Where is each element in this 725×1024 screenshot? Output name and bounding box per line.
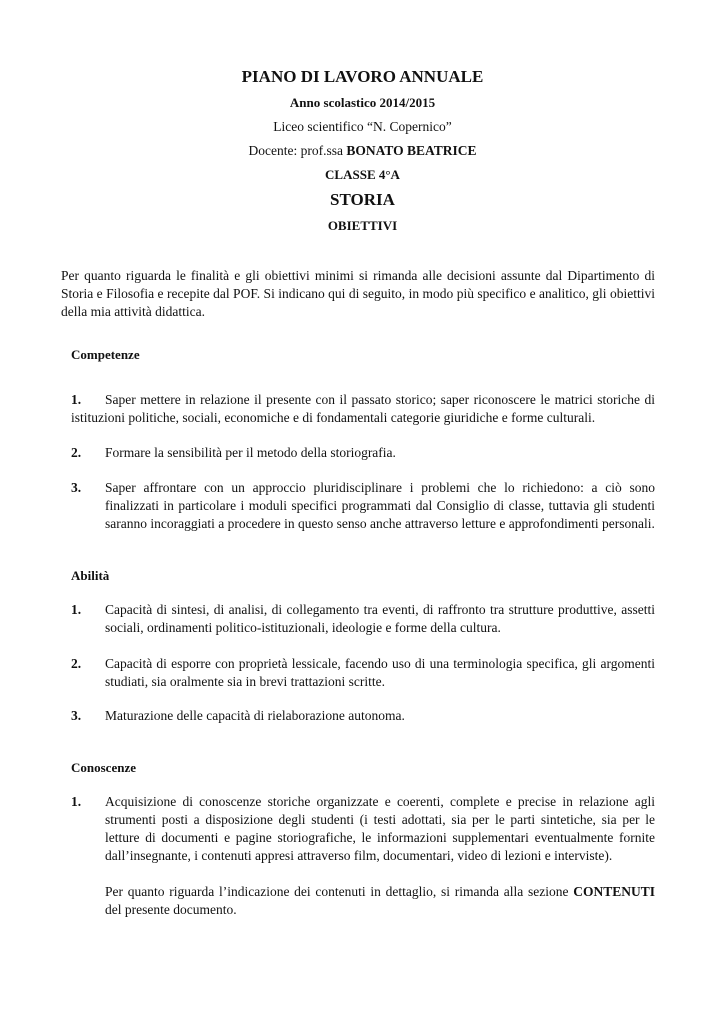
- abilita-item-1: [71, 601, 655, 637]
- item-number: 1.: [71, 392, 82, 407]
- item-number: 3.: [71, 708, 82, 723]
- contents-reference-note: [105, 883, 655, 919]
- teacher-prefix: Docente: prof.ssa: [248, 143, 347, 158]
- item-number: 1.: [71, 794, 82, 809]
- item-number: 1.: [71, 602, 82, 617]
- school-year: Anno scolastico 2014/2015: [289, 95, 436, 110]
- item-number: 2.: [71, 445, 82, 460]
- intro-paragraph: Per quanto riguarda le finalità e gli obiettivi minimi si rimanda alle decisioni assunte dal Dipartimento di Storia e Filosofia e recepite dal POF. Si indicano qui di seguito, in modo più specifico e analitico, gli obiettivi della mia attività didattica.: [61, 268, 655, 319]
- item-number: 2.: [71, 656, 82, 671]
- subject-title: STORIA: [330, 190, 395, 209]
- item-text: Formare la sensibilità per il metodo della storiografia.: [105, 445, 396, 460]
- section-title-abilita: Abilità: [71, 568, 110, 583]
- competenze-item-2: [71, 444, 655, 462]
- item-text: Saper mettere in relazione il presente con il passato storico; saper riconoscere le matrici storiche di istituzioni politiche, sociali, economiche e di fondamentali categorie giuridiche e forme culturali.: [71, 392, 655, 425]
- item-text: Capacità di esporre con proprietà lessicale, facendo uso di una terminologia specifica, gli argomenti studiati, sia oralmente sia in brevi trattazioni scritte.: [105, 656, 655, 689]
- note-text-before: Per quanto riguarda l’indicazione dei contenuti in dettaglio, si rimanda alla sezione: [105, 884, 574, 899]
- document-header: [0, 66, 725, 235]
- class-label: CLASSE 4°A: [325, 167, 400, 182]
- competenze-item-3: [71, 479, 655, 533]
- teacher-name: BONATO BEATRICE: [346, 143, 477, 158]
- objectives-heading: OBIETTIVI: [327, 218, 398, 233]
- abilita-item-3: [71, 707, 655, 725]
- section-title-competenze: Competenze: [71, 347, 140, 362]
- item-text: Maturazione delle capacità di rielaborazione autonoma.: [105, 708, 405, 723]
- school-name: Liceo scientifico “N. Copernico”: [273, 119, 452, 134]
- section-title-conoscenze: Conoscenze: [71, 760, 136, 775]
- note-text-after: del presente documento.: [105, 902, 237, 917]
- abilita-item-2: [71, 655, 655, 691]
- document-title: PIANO DI LAVORO ANNUALE: [241, 67, 484, 86]
- note-contents-keyword: CONTENUTI: [573, 884, 655, 899]
- competenze-item-1: [71, 391, 655, 427]
- item-text: Saper affrontare con un approccio pluridisciplinare i problemi che lo richiedono: a ciò sono finalizzati in particolare i moduli specifici programmati dal Consiglio di classe, tuttavia gli studenti saranno incoraggiati a procedere in questo senso anche attraverso letture e approfondimenti personali.: [105, 480, 655, 531]
- item-text: Acquisizione di conoscenze storiche organizzate e coerenti, complete e precise in relazione agli strumenti posti a disposizione degli studenti (i testi adottati, sia per le parti sintetiche, sia per le letture di documenti e pagine storiografiche, le informazioni supplementari eventualmente fornite dall’insegnante, i contenuti appresi attraverso film, documentari, video di lezioni e interviste).: [105, 794, 655, 863]
- conoscenze-item-1: [71, 793, 655, 865]
- item-text: Capacità di sintesi, di analisi, di collegamento tra eventi, di raffronto tra strutture produttive, assetti sociali, ordinamenti politico-istituzionali, ideologie e forme della cultura.: [105, 602, 655, 635]
- teacher-line: [0, 141, 725, 160]
- item-number: 3.: [71, 480, 82, 495]
